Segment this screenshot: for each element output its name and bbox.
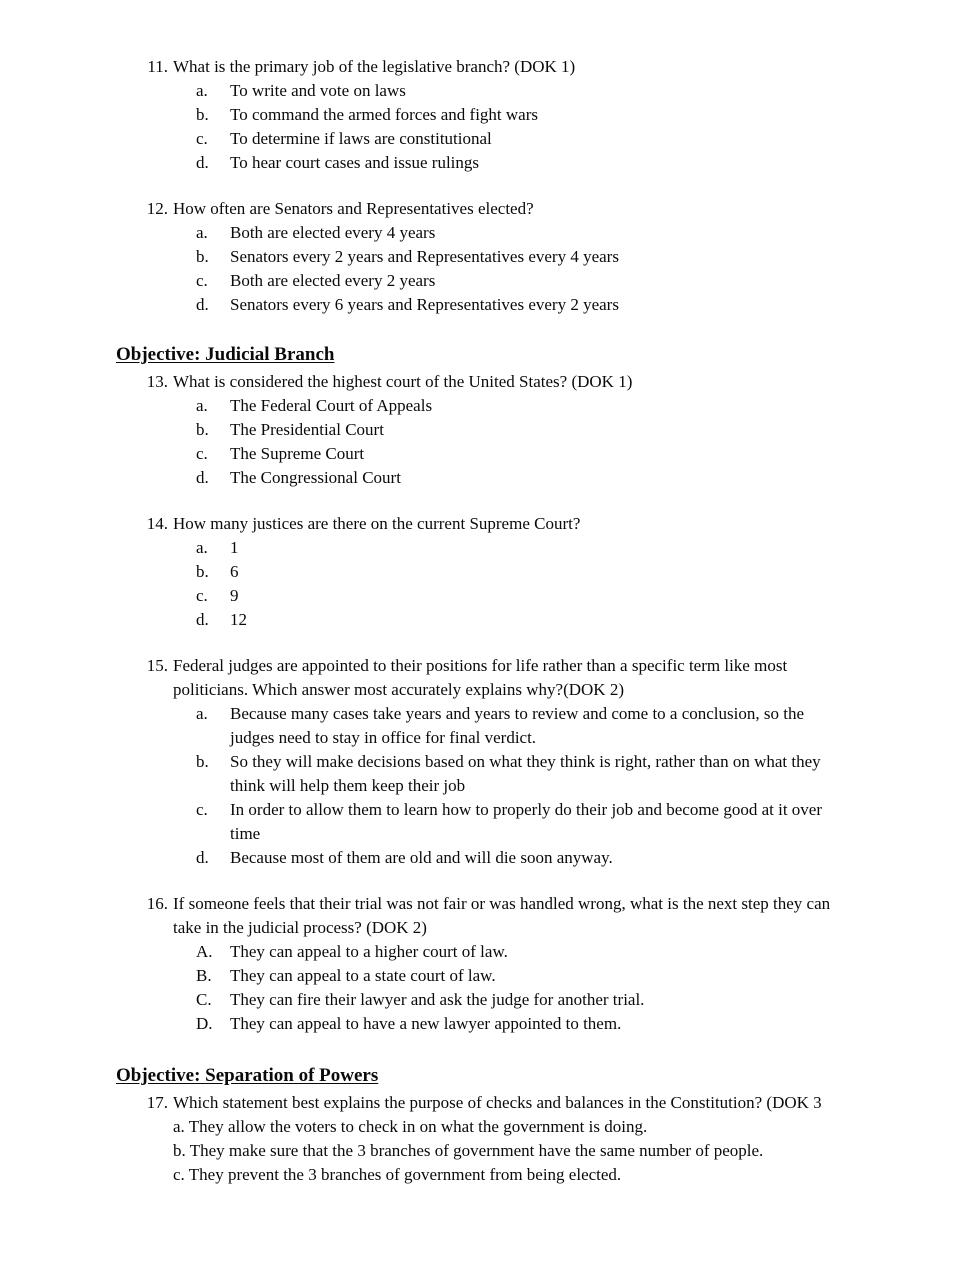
answer-text: So they will make decisions based on what they think is right, rather than on what they think will help them keep their job bbox=[230, 752, 821, 795]
question-text: What is considered the highest court of the United States? (DOK 1) bbox=[173, 372, 633, 391]
answer-marker: b. bbox=[196, 562, 209, 581]
question bbox=[116, 370, 851, 394]
answer-option[interactable] bbox=[116, 151, 851, 175]
answer-option[interactable] bbox=[116, 584, 851, 608]
answer-text: The Supreme Court bbox=[230, 444, 365, 463]
answer-option[interactable] bbox=[116, 394, 851, 418]
question bbox=[116, 197, 851, 221]
answer-text: In order to allow them to learn how to properly do their job and become good at it over time bbox=[230, 800, 823, 843]
question-number: 12. bbox=[146, 199, 168, 218]
answer-option[interactable] bbox=[116, 608, 851, 632]
section-heading-text: Objective: Separation of Powers bbox=[116, 1065, 379, 1086]
answer-option[interactable] bbox=[116, 442, 851, 466]
answer-option[interactable] bbox=[116, 846, 851, 870]
answer-option[interactable] bbox=[116, 1163, 851, 1187]
answer-marker: d. bbox=[196, 468, 209, 487]
document-content bbox=[116, 55, 851, 1187]
answer-option[interactable] bbox=[116, 750, 851, 798]
answer-text: To hear court cases and issue rulings bbox=[230, 153, 480, 172]
answer-text: Senators every 6 years and Representatives every 2 years bbox=[230, 295, 619, 314]
answer-text: Senators every 2 years and Representatives every 4 years bbox=[230, 247, 619, 266]
question-block bbox=[116, 512, 851, 632]
answer-marker: b. bbox=[196, 420, 209, 439]
answer-text: They make sure that the 3 branches of government have the same number of people. bbox=[189, 1141, 764, 1160]
answer-option[interactable] bbox=[116, 466, 851, 490]
answer-list bbox=[116, 221, 851, 317]
answer-option[interactable] bbox=[116, 221, 851, 245]
answer-text: They prevent the 3 branches of government from being elected. bbox=[188, 1165, 622, 1184]
answer-text: 1 bbox=[230, 538, 239, 557]
answer-marker: c. bbox=[196, 586, 208, 605]
answer-marker: b. bbox=[173, 1141, 186, 1160]
question-number: 16. bbox=[146, 894, 168, 913]
answer-option[interactable] bbox=[116, 988, 851, 1012]
answer-option[interactable] bbox=[116, 964, 851, 988]
answer-option[interactable] bbox=[116, 702, 851, 750]
answer-list bbox=[116, 79, 851, 175]
answer-marker: d. bbox=[196, 153, 209, 172]
answer-text: To write and vote on laws bbox=[230, 81, 406, 100]
answer-list bbox=[116, 536, 851, 632]
answer-marker: a. bbox=[196, 81, 208, 100]
question-text: If someone feels that their trial was not fair or was handled wrong, what is the next step they can take in the judicial process? (DOK 2) bbox=[173, 894, 831, 937]
section-heading bbox=[116, 343, 851, 367]
answer-list bbox=[116, 394, 851, 490]
answer-marker: C. bbox=[196, 990, 212, 1009]
question-text: What is the primary job of the legislative branch? (DOK 1) bbox=[173, 57, 576, 76]
answer-text: They can appeal to have a new lawyer appointed to them. bbox=[230, 1014, 622, 1033]
answer-marker: a. bbox=[196, 396, 208, 415]
answer-list bbox=[116, 702, 851, 870]
answer-marker: a. bbox=[196, 704, 208, 723]
answer-marker: a. bbox=[196, 538, 208, 557]
answer-marker: d. bbox=[196, 610, 209, 629]
question-number: 15. bbox=[146, 656, 168, 675]
question-text: How many justices are there on the current Supreme Court? bbox=[173, 514, 581, 533]
answer-text: 6 bbox=[230, 562, 239, 581]
question-block bbox=[116, 370, 851, 490]
answer-text: 12 bbox=[230, 610, 247, 629]
answer-marker: c. bbox=[196, 444, 208, 463]
answer-option[interactable] bbox=[116, 103, 851, 127]
answer-marker: d. bbox=[196, 848, 209, 867]
answer-option[interactable] bbox=[116, 536, 851, 560]
question bbox=[116, 892, 851, 940]
answer-option[interactable] bbox=[116, 1139, 851, 1163]
answer-option[interactable] bbox=[116, 269, 851, 293]
answer-marker: a. bbox=[196, 223, 208, 242]
section-heading bbox=[116, 1064, 851, 1088]
answer-marker: A. bbox=[196, 942, 213, 961]
question-text: How often are Senators and Representatives elected? bbox=[173, 199, 534, 218]
answer-option[interactable] bbox=[116, 1115, 851, 1139]
answer-text: To command the armed forces and fight wars bbox=[230, 105, 539, 124]
answer-text: They can appeal to a higher court of law. bbox=[230, 942, 508, 961]
answer-marker: a. bbox=[173, 1117, 185, 1136]
section-heading-text: Objective: Judicial Branch bbox=[116, 344, 335, 365]
question bbox=[116, 55, 851, 79]
question-block bbox=[116, 892, 851, 1036]
answer-option[interactable] bbox=[116, 798, 851, 846]
question bbox=[116, 1091, 851, 1115]
answer-option[interactable] bbox=[116, 940, 851, 964]
question bbox=[116, 512, 851, 536]
answer-marker: c. bbox=[196, 800, 208, 819]
answer-text: They allow the voters to check in on what the government is doing. bbox=[188, 1117, 648, 1136]
answer-text: Because most of them are old and will die soon anyway. bbox=[230, 848, 613, 867]
question-text: Which statement best explains the purpose of checks and balances in the Constitution? (DOK 3 bbox=[173, 1093, 822, 1112]
answer-marker: d. bbox=[196, 295, 209, 314]
question-number: 13. bbox=[146, 372, 168, 391]
answer-marker: b. bbox=[196, 105, 209, 124]
answer-option[interactable] bbox=[116, 79, 851, 103]
answer-text: The Presidential Court bbox=[230, 420, 384, 439]
question-block bbox=[116, 1091, 851, 1187]
question-number: 17. bbox=[146, 1093, 168, 1112]
answer-text: Both are elected every 4 years bbox=[230, 223, 436, 242]
answer-text: Because many cases take years and years to review and come to a conclusion, so the judges need to stay in office for final verdict. bbox=[230, 704, 805, 747]
answer-text: They can fire their lawyer and ask the judge for another trial. bbox=[230, 990, 645, 1009]
answer-option[interactable] bbox=[116, 127, 851, 151]
answer-text: The Federal Court of Appeals bbox=[230, 396, 433, 415]
answer-marker: D. bbox=[196, 1014, 213, 1033]
answer-text: To determine if laws are constitutional bbox=[230, 129, 492, 148]
answer-option[interactable] bbox=[116, 560, 851, 584]
question-block bbox=[116, 55, 851, 175]
answer-marker: b. bbox=[196, 752, 209, 771]
answer-marker: b. bbox=[196, 247, 209, 266]
answer-text: 9 bbox=[230, 586, 239, 605]
answer-option[interactable] bbox=[116, 418, 851, 442]
question-text: Federal judges are appointed to their positions for life rather than a specific term like most politicians. Which answer most accurately explains why?(DOK 2) bbox=[173, 656, 788, 699]
answer-marker: c. bbox=[173, 1165, 185, 1184]
answer-list bbox=[116, 1115, 851, 1187]
answer-list bbox=[116, 940, 851, 1036]
question-number: 14. bbox=[146, 514, 168, 533]
question-block bbox=[116, 197, 851, 317]
answer-marker: c. bbox=[196, 129, 208, 148]
answer-marker: c. bbox=[196, 271, 208, 290]
answer-text: They can appeal to a state court of law. bbox=[230, 966, 496, 985]
answer-text: The Congressional Court bbox=[230, 468, 401, 487]
question-number: 11. bbox=[147, 57, 168, 76]
question-block bbox=[116, 654, 851, 870]
answer-option[interactable] bbox=[116, 245, 851, 269]
answer-text: Both are elected every 2 years bbox=[230, 271, 436, 290]
question bbox=[116, 654, 851, 702]
answer-option[interactable] bbox=[116, 1012, 851, 1036]
answer-marker: B. bbox=[196, 966, 212, 985]
answer-option[interactable] bbox=[116, 293, 851, 317]
